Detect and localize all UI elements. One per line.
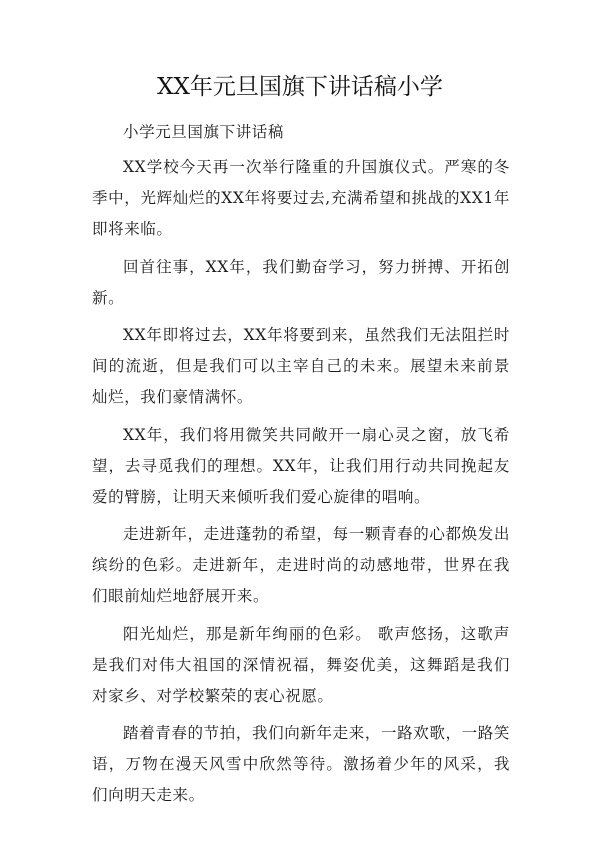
document-body (92, 117, 510, 818)
page-title: XX年元旦国旗下讲话稿小学 (157, 74, 443, 100)
paragraph: 走进新年，走进蓬勃的希望，每一颗青春的心都焕发出缤纷的色彩。走进新年，走进时尚的动感地带，世界在我们眼前灿烂地舒展开来。 (92, 525, 510, 605)
paragraph: XX学校今天再一次举行隆重的升国旗仪式。严寒的冬季中，光辉灿烂的XX年将要过去,充满希望和挑战的XX1年即将来临。 (92, 158, 510, 238)
subtitle: 小学元旦国旗下讲话稿 (123, 123, 285, 141)
paragraph: XX年即将过去，XX年将要到来，虽然我们无法阻拦时间的流逝，但是我们可以主宰自己的未来。展望未来前景灿烂，我们豪情满怀。 (92, 326, 510, 406)
paragraph: 回首往事，XX年，我们勤奋学习，努力拼搏、开拓创新。 (92, 257, 510, 307)
paragraph: 阳光灿烂，那是新年绚丽的色彩。 歌声悠扬，这歌声是我们对伟大祖国的深情祝福，舞姿优美，这舞蹈是我们对家乡、对学校繁荣的衷心祝愿。 (92, 624, 510, 705)
paragraph: 踏着青春的节拍，我们向新年走来，一路欢歌，一路笑语，万物在漫天风雪中欣然等待。激扬着少年的风采，我们向明天走来。 (92, 724, 510, 804)
paragraph: XX年，我们将用微笑共同敞开一扇心灵之窗，放飞希望，去寻觅我们的理想。XX年，让我们用行动共同挽起友爱的臂膀，让明天来倾听我们爱心旋律的唱响。 (92, 425, 510, 506)
